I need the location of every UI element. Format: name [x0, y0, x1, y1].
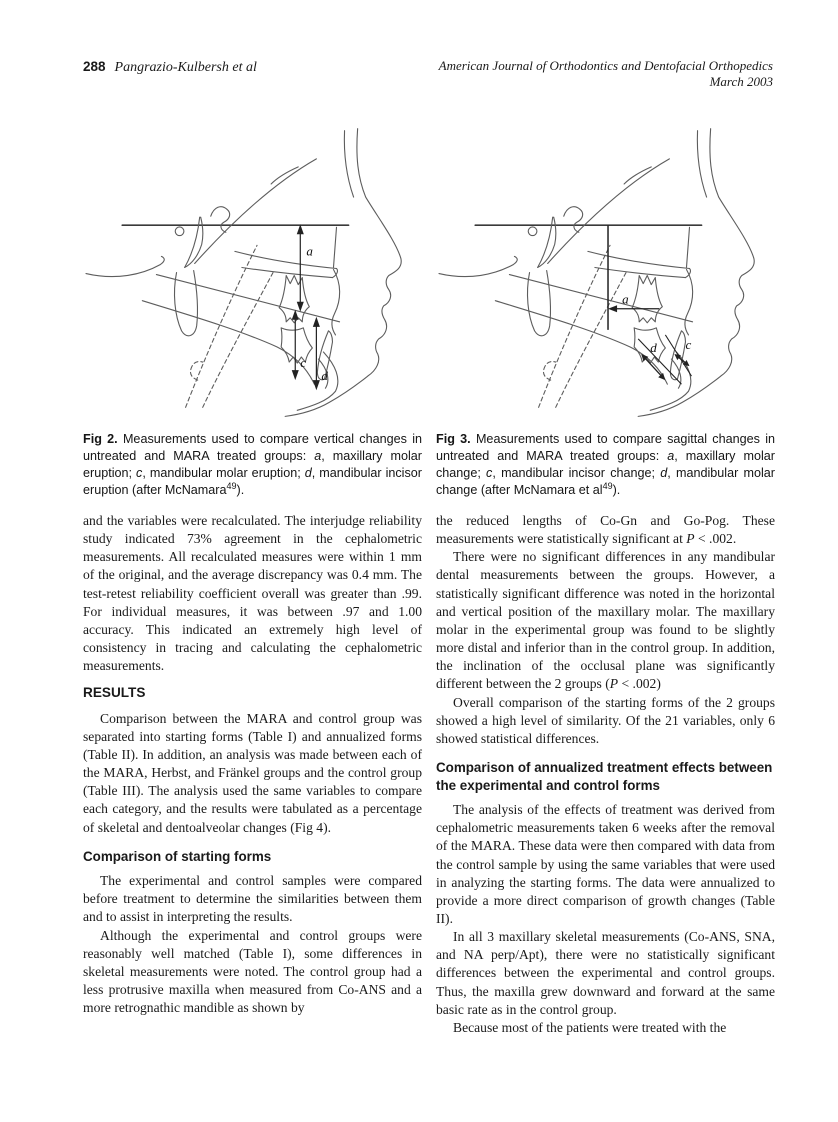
annualized-effects-heading: Comparison of annualized treatment effects between the experimental and control forms — [436, 760, 773, 793]
paragraph-samples-compared: The experimental and control samples were compared before treatment to determine the similarities between them and to assist in interpreting the results. — [83, 873, 422, 925]
fig2-caption-label: Fig 2. — [83, 432, 118, 446]
caption-var-a: a — [314, 449, 322, 463]
text-segment: < .002) — [618, 676, 661, 692]
fig3-tracing-svg — [437, 116, 774, 422]
stat-p-symbol: P — [609, 676, 619, 692]
caption-text: Measurements used to compare sagittal changes in untreated and MARA treated groups: — [436, 432, 775, 463]
fig2-measure-label-c: c — [300, 355, 307, 371]
fig2-measure-label-a: a — [306, 243, 313, 259]
caption-text: , maxillary molar change; — [436, 449, 775, 480]
paragraph-reliability: and the variables were recalculated. The interjudge reliability study indicated 73% agreement in the cephalometric measurements. All recalculated measures were within 1 mm of the original, and the average discrepancy was 0.4 mm. The test-retest reliability coefficient overall was greater than .99. For individual measures, it was between .97 and 1.00 accuracy. This indicated an extremely high level of consistency in tracing and calculating the cephalometric measurements. — [83, 513, 422, 674]
caption-text: , mandibular molar change (after McNamara et al — [436, 466, 775, 497]
fig3-measure-label-c: c — [685, 336, 692, 352]
caption-text: ). — [236, 483, 245, 497]
running-head-right — [439, 58, 773, 89]
caption-text: ). — [612, 483, 621, 497]
caption-text: Measurements used to compare vertical changes in untreated and MARA treated groups: — [83, 432, 423, 463]
text-segment: < .002. — [694, 531, 737, 547]
caption-reference-49: 49 — [226, 480, 237, 491]
paragraph-because-patients: Because most of the patients were treated with the — [453, 1019, 727, 1035]
figure-3-cephalometric-tracing — [437, 116, 774, 422]
paragraph-comparison-overview: Comparison between the MARA and control group was separated into starting forms (Table I) and annualized forms (Table II). In addition, an analysis was made between each of the MARA, Herbst, and Fränkel groups and the control group (Table III). The analysis used the same variables to compare each category, and the results were tabulated as a percentage of skeletal and dentoalveolar changes (Fig 4). — [83, 710, 422, 835]
caption-var-d: d — [304, 466, 312, 480]
stat-p-symbol: P — [686, 531, 695, 547]
page-number: 288 — [83, 59, 106, 74]
caption-text: , mandibular molar eruption; — [142, 466, 305, 480]
journal-name: American Journal of Orthodontics and Dentofacial Orthopedics — [438, 58, 773, 73]
fig3-measure-label-a: a — [622, 291, 629, 307]
fig3-measure-label-d: d — [650, 339, 657, 355]
text-segment: There were no significant differences in any mandibular dental measurements between the groups. However, a statistically significant difference was noted in the horizontal and vertical position of the maxillary molar. The maxillary molar in the experimental group was found to be slightly more distal and inferior than in the control group. In addition, the inclination of the occlusal plane was significantly different between the 2 groups ( — [436, 549, 775, 692]
caption-text: , mandibular incisor change; — [492, 466, 661, 480]
starting-forms-heading: Comparison of starting forms — [83, 848, 272, 864]
caption-var-a: a — [667, 449, 675, 463]
caption-var-d: d — [660, 466, 668, 480]
paragraph-maxillary-measurements: In all 3 maxillary skeletal measurements (Co-ANS, SNA, and NA perp/Apt), there were no statistically significant differences between the experimental and control groups. Thus, the maxilla grew downward and forward at the same basic rate as in the control group. — [436, 929, 775, 1017]
caption-reference-49: 49 — [602, 480, 613, 491]
paragraph-treatment-analysis: The analysis of the effects of treatment was derived from cephalometric measurements taken 6 weeks after the removal of the MARA. These data were then compared with data from the control sample by using the same variables that were used in analyzing the starting forms. The data were annualized to provide a more direct comparison of growth changes (Table II). — [436, 802, 775, 926]
fig2-tracing-svg — [84, 116, 421, 422]
page-header — [83, 58, 773, 89]
journal-date: March 2003 — [709, 73, 773, 89]
paragraph-groups-matched: Although the experimental and control groups were reasonably well matched (Table I), some differences in skeletal measurements were noted. The control group had a less protrusive maxilla when measured from Co-ANS and a more retrognathic mandible as shown by — [83, 927, 422, 1016]
paragraph-overall-similarity: Overall comparison of the starting forms of the 2 groups showed a high level of similarity. Of the 21 variables, only 6 showed statistical differences. — [436, 694, 775, 746]
left-text-column — [83, 512, 422, 1017]
fig2-measure-label-d: d — [321, 368, 328, 384]
paragraph-molar-differences — [436, 548, 775, 693]
right-text-column — [436, 512, 775, 1037]
running-head-left — [83, 58, 257, 76]
text-segment: the reduced lengths of Co-Gn and Go-Pog. These measurements were statistically significant at — [436, 513, 775, 547]
figure-2-cephalometric-tracing — [84, 116, 421, 422]
caption-var-c: c — [486, 466, 493, 480]
results-heading: RESULTS — [83, 685, 146, 701]
fig2-caption — [83, 431, 422, 499]
fig3-caption — [436, 431, 775, 499]
caption-text: , maxillary molar eruption; — [83, 449, 422, 480]
fig3-caption-label: Fig 3. — [436, 432, 471, 446]
paragraph-reduced-lengths — [436, 512, 775, 548]
caption-text: , mandibular incisor eruption (after McNamara — [83, 466, 422, 497]
running-authors: Pangrazio-Kulbersh et al — [114, 60, 257, 75]
caption-var-c: c — [136, 466, 143, 480]
